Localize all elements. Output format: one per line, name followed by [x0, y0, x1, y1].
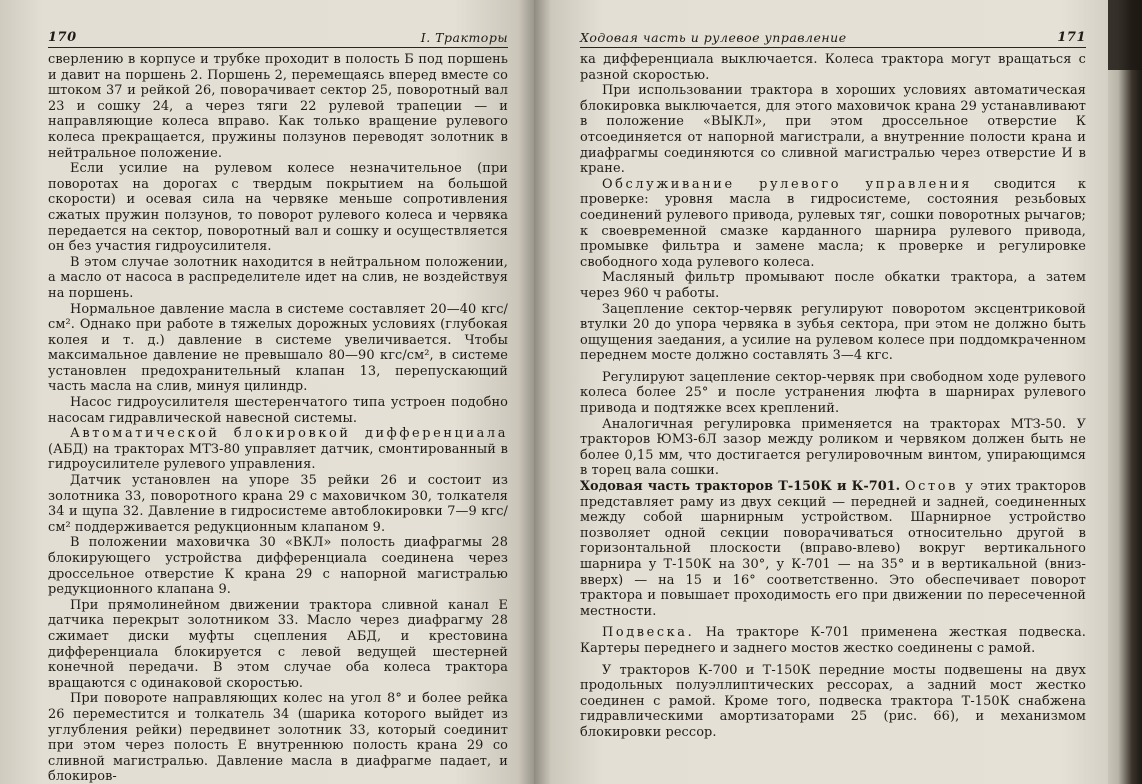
left-running-head: [48, 30, 508, 48]
paragraph-text: этих тракторов представляет раму из двух секций — передней и задней, соединенных между собой шарнирным устройством. Шарнирное устройство позволяет одной секции поворачиваться относительно другой в горизонтальной плоскости (вправо-влево) вокруг вертикального шарнира у Т-150К на 30°, у К-701 — на 35° и в вертикальной (вниз-вверх) — на 15 и 16° соответственно. Это обеспечивает поворот трактора и повышает проходимость его при движении по пересеченной местности.: [580, 479, 1086, 619]
left-running-title: I. Тракторы: [420, 30, 508, 45]
left-page-number: 170: [48, 30, 77, 45]
paragraph: сверлению в корпусе и трубке проходит в полость Б под поршень и давит на поршень 2. Поршень 2, перемещаясь вперед вместе со штоком 37 и рейкой 26, поворачивает сектор 25, поворотный вал 23 и сошку 24, а через тяги 22 рулевой трапеции — и направляющие колеса вправо. Как только вращение рулевого колеса прекращается, пружины ползунов переводят золотник в нейтральное положение.: [48, 52, 508, 161]
paragraph: ка дифференциала выключается. Колеса трактора могут вращаться с разной скоростью.: [580, 52, 1086, 83]
page-edge-dark-band: [1108, 0, 1142, 70]
paragraph: Аналогичная регулировка применяется на тракторах МТЗ-50. У тракторов ЮМЗ-6Л зазор между роликом и червяком должен быть не более 0,15 мм, что достигается регулировочным винтом, упирающимся в торец вала сошки.: [580, 416, 1086, 479]
paragraph-text: (АБД) на тракторах МТЗ-80 управляет датчик, смонтированный в гидроусилителе рулевого управления.: [48, 441, 508, 473]
paragraph: [580, 479, 1086, 619]
paragraph: Нормальное давление масла в системе составляет 20—40 кгс/см². Однако при работе в тяжелых дорожных условиях (глубокая колея и т. д.) давление в системе увеличивается. Чтобы максимальное давление не превышало 80—90 кгс/см², в системе установлен предохранительный клапан 13, перепускающий часть масла на слив, минуя цилиндр.: [48, 301, 508, 395]
right-page: [534, 0, 1108, 784]
spaced-word-frame: Остов у: [905, 479, 976, 495]
paragraph: [48, 426, 508, 473]
left-page: [0, 0, 534, 784]
page-edge-shadow: [1108, 0, 1142, 784]
left-body-text: [48, 52, 508, 784]
paragraph: Масляный фильтр промывают после обкатки трактора, а затем через 960 ч работы.: [580, 270, 1086, 301]
paragraph-text: сводится к проверке: уровня масла в гидросистеме, состояния резьбовых соединений рулевого привода, рулевых тяг, сошки поворотных рычагов; к своевременной смазке карданного шарнира рулевого привода, промывке фильтра и замене масла; к проверке и регулировке свободного хода рулевого колеса.: [580, 176, 1086, 270]
paragraph: Насос гидроусилителя шестеренчатого типа устроен подобно насосам гидравлической навесной системы.: [48, 395, 508, 426]
paragraph: При прямолинейном движении трактора сливной канал Е датчика перекрыт золотником 33. Масло через диафрагму 28 сжимает диски муфты сцепления АБД, и крестовина дифференциала блокируется с левой ведущей шестерней конечной передачи. В этом случае оба колеса трактора вращаются с одинаковой скоростью.: [48, 597, 508, 691]
right-running-head: [580, 30, 1086, 48]
paragraph: У тракторов К-700 и Т-150К передние мосты подвешены на двух продольных полуэллиптических рессорах, а задний мост жестко соединен с рамой. Кроме того, подвеска трактора Т-150К снабжена гидравлическими амортизаторами 25 (рис. 66), и механизмом блокировки рессор.: [580, 662, 1086, 740]
paragraph: Регулируют зацепление сектор-червяк при свободном ходе рулевого колеса более 25° и после устранения люфта в шарнирах рулевого привода и подтяжке всех креплений.: [580, 369, 1086, 417]
paragraph: В этом случае золотник находится в нейтральном положении, а масло от насоса в распределителе идет на слив, не воздействуя на поршень.: [48, 254, 508, 301]
paragraph: При использовании трактора в хороших условиях автоматическая блокировка выключается, для этого маховичок крана 29 устанавливают в положение «ВЫКЛ», при этом дроссельное отверстие К отсоединяется от напорной магистрали, а внутренние полости крана и диафрагмы соединяются со сливной магистралью через отверстие И в кране.: [580, 83, 1086, 177]
section-heading-maintenance: Обслуживание рулевого управления: [602, 176, 972, 192]
section-heading-running-gear: Ходовая часть тракторов Т-150К и К-701.: [580, 479, 901, 495]
right-page-number: 171: [1057, 30, 1086, 45]
right-running-title: Ходовая часть и рулевое управление: [580, 30, 847, 45]
section-heading-abd: Автоматической блокировкой дифференциала: [70, 426, 508, 442]
paragraph: В положении маховичка 30 «ВКЛ» полость диафрагмы 28 блокирующего устройства дифференциала соединена через дроссельное отверстие К крана 29 с напорной магистралью редукционного клапана 9.: [48, 535, 508, 598]
paragraph: При повороте направляющих колес на угол 8° и более рейка 26 переместится и толкатель 34 (шарика которого выйдет из углубления рейки) передвинет золотник 33, который соединит при этом через полость Е внутреннюю полость крана 29 со сливной магистралью. Давление масла в диафрагме падает, и блокиров-: [48, 691, 508, 784]
paragraph: [580, 177, 1086, 271]
right-body-text: [580, 52, 1086, 741]
paragraph: Если усилие на рулевом колесе незначительное (при поворотах на дорогах с твердым покрытием на большой скорости) и осевая сила на червяке меньше сопротивления сжатых пружин ползунов, то поворот рулевого колеса и червяка передается на сектор, поворотный вал и сошку и осуществляется он без участия гидроусилителя.: [48, 161, 508, 255]
paragraph: Датчик установлен на упоре 35 рейки 26 и состоит из золотника 33, поворотного крана 29 с маховичком 30, толкателя 34 и щупа 32. Давление в гидросистеме автоблокировки 7—9 кгс/см² поддерживается редукционным клапаном 9.: [48, 473, 508, 535]
paragraph: Зацепление сектор-червяк регулируют поворотом эксцентриковой втулки 20 до упора червяка в зубья сектора, при этом не должно быть ощущения заедания, а усилие на рулевом колесе при поддомкраченном переднем мосте должно составлять 3—4 кгс.: [580, 301, 1086, 364]
paragraph-text: На тракторе К-701 применена жесткая подвеска. Картеры переднего и заднего мостов жестко соединены с рамой.: [580, 625, 1086, 656]
paragraph: [580, 625, 1086, 656]
section-heading-suspension: Подвеска.: [602, 625, 695, 641]
